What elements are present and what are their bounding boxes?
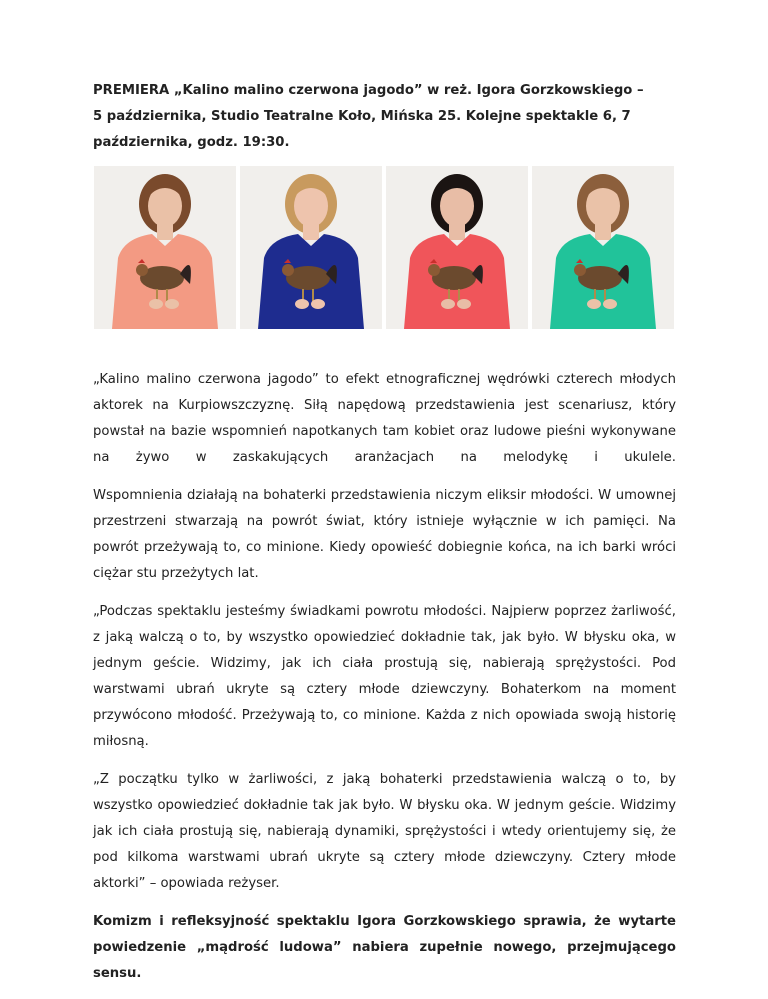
paragraph-quote-1: „Podczas spektaklu jesteśmy świadkami powrotu młodości. Najpierw poprzez żarliwość, z jaką walczą o to, by wszystko opowiedzieć dokładnie tak, jak było. W błysku oka, w jednym geście. Widzimy, jak ich ciała prostują się, nabierają sprężystości. Pod warstwami ubrań ukryte są cztery młode dziewczyny. Bohaterkom na moment przywócono młodość. Przeżywają to, co minione. Każda z nich opowiada swoją historię miłosną.: [93, 604, 676, 749]
woman-with-rooster-photo: [532, 166, 674, 329]
paragraph-closing: Komizm i refleksyjność spektaklu Igora Gorzkowskiego sprawia, że wytarte powiedzenie „mądrość ludowa” nabiera zupełnie nowego, przejmującego sensu.: [93, 914, 676, 981]
paragraph-intro: „Kalino malino czerwona jagodo” to efekt etnograficznej wędrówki czterech młodych aktorek na Kurpiowszczyznę. Siłą napędową przedstawienia jest scenariusz, który powstał na bazie wspomnień napotkanych tam kobiet oraz ludowe pieśni wykonywane na żywo w zaskakujących aranżacjach na melodykę i ukulele.: [93, 372, 676, 465]
premiere-header: [93, 78, 676, 156]
paragraph-quote-2: „Z początku tylko w żarliwości, z jaką bohaterki przedstawienia walczą o to, by wszystko opowiedzieć dokładnie tak jak było. W błysku oka. W jednym geście. Widzimy jak ich ciała prostują się, nabierają dynamiki, sprężystości i wtedy orientujemy się, że pod kilkoma warstwami ubrań ukryte są cztery młode dziewczyny. Cztery młode aktorki” – opowiada reżyser.: [93, 772, 676, 891]
header-line-1: PREMIERA „Kalino malino czerwona jagodo” w reż. Igora Gorzkowskiego –: [93, 83, 644, 98]
article-body: [93, 367, 676, 999]
woman-with-rooster-photo: [386, 166, 528, 329]
cast-photo-2: [240, 166, 382, 329]
paragraph-memories: Wspomnienia działają na bohaterki przedstawienia niczym eliksir młodości. W umownej przestrzeni stwarzają na powrót świat, który istnieje wyłącznie w ich pamięci. Na powrót przeżywają to, co minione. Kiedy opowieść dobiegnie końca, na ich barki wróci ciężar stu przeżytych lat.: [93, 488, 676, 581]
header-line-3: października, godz. 19:30.: [93, 135, 290, 150]
cast-photo-3: [386, 166, 528, 329]
cast-photo-row: [94, 166, 675, 329]
woman-with-rooster-photo: [240, 166, 382, 329]
cast-photo-1: [94, 166, 236, 329]
cast-photo-4: [532, 166, 674, 329]
woman-with-rooster-photo: [94, 166, 236, 329]
header-line-2: 5 października, Studio Teatralne Koło, Mińska 25. Kolejne spektakle 6, 7: [93, 109, 631, 124]
